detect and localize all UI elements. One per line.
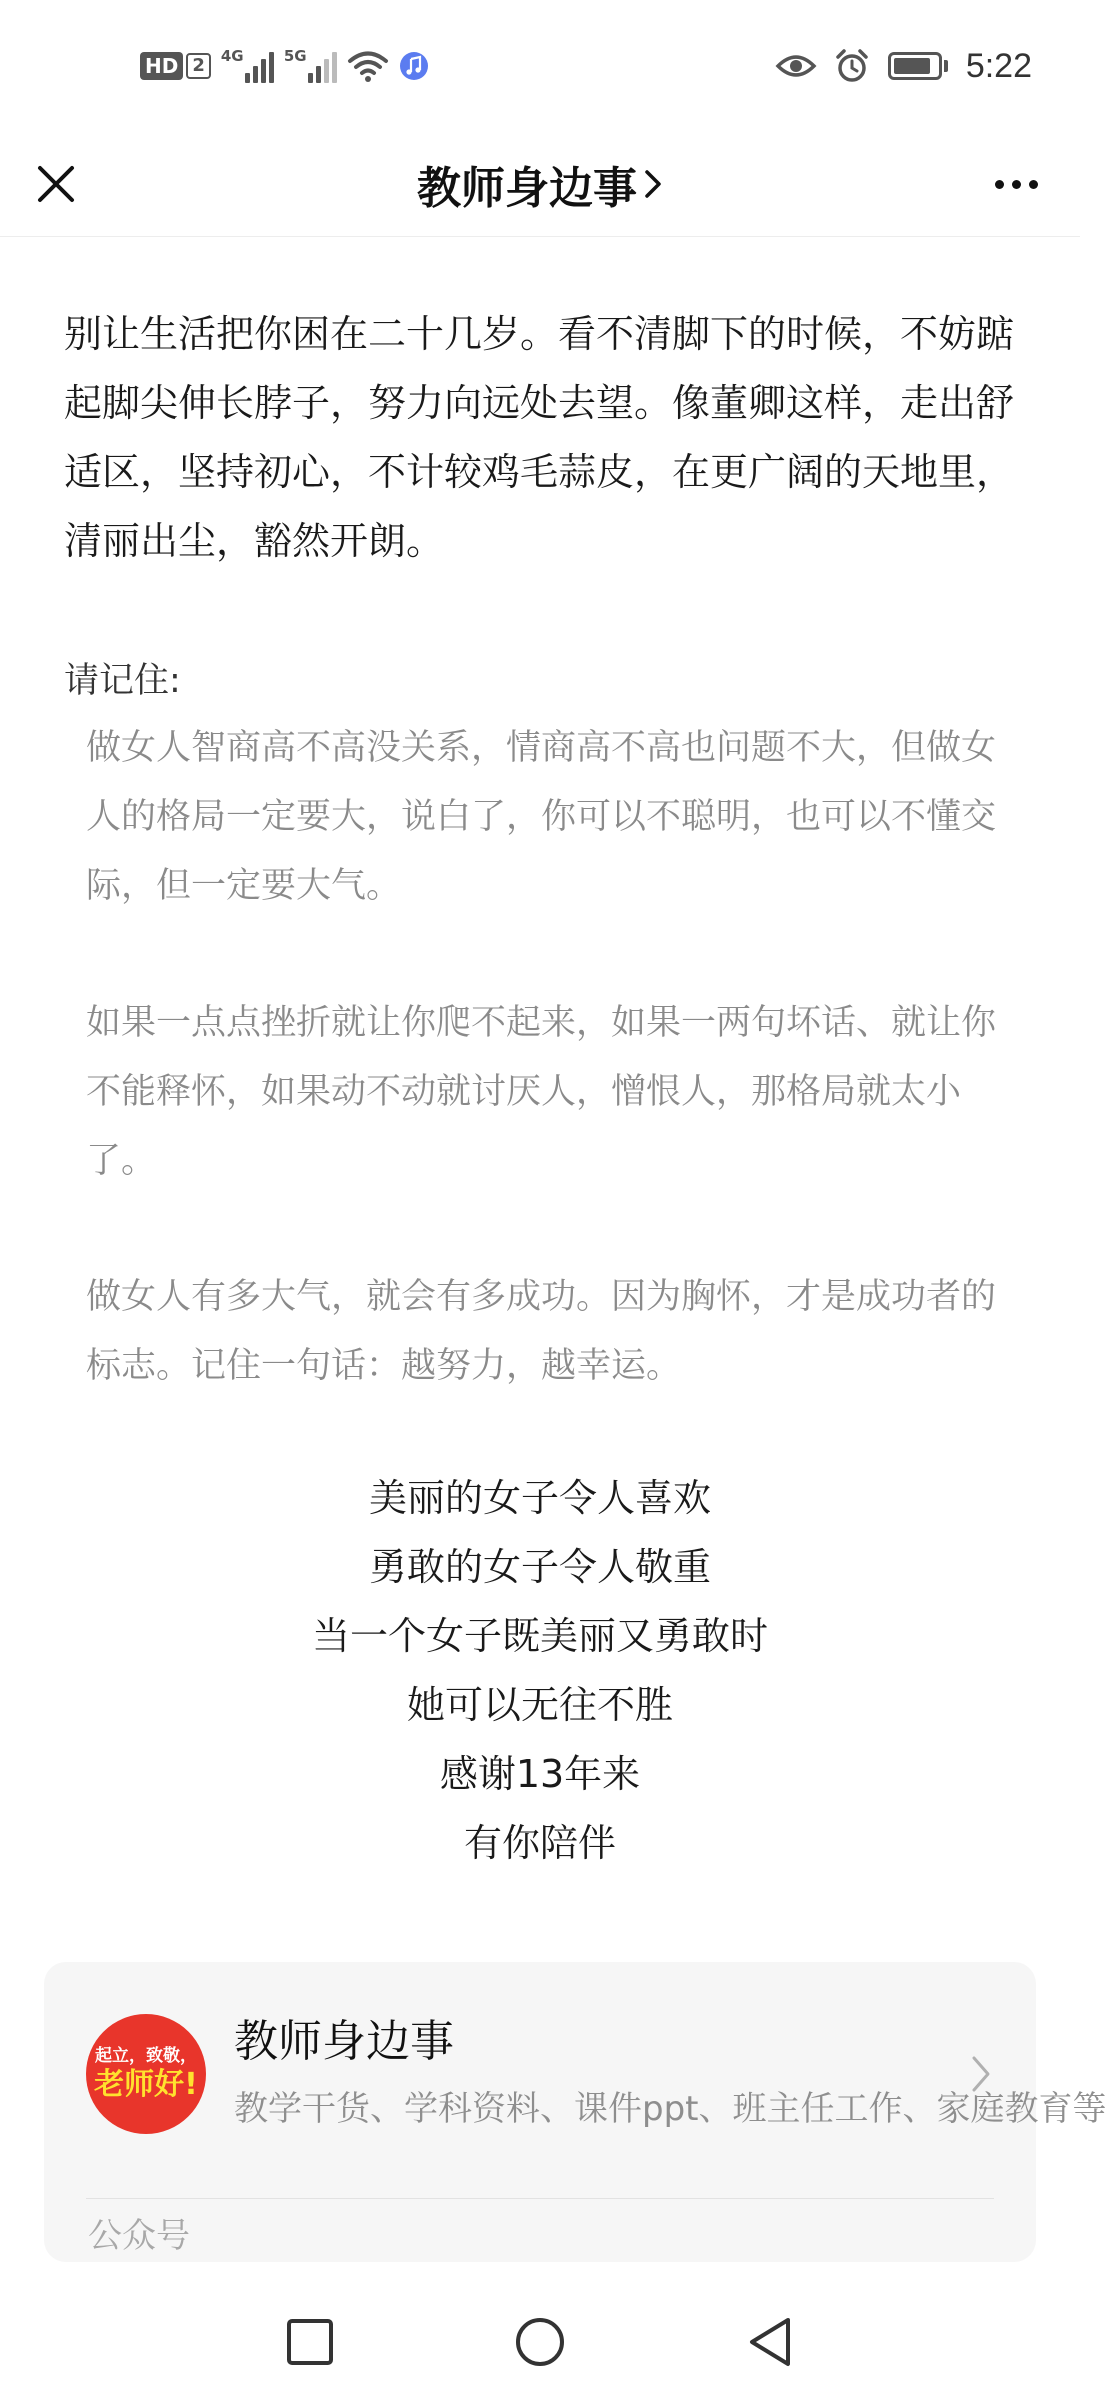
- quote-paragraph: 做女人有多大气，就会有多成功。因为胸怀，才是成功者的标志。记住一句话：越努力，越幸运。: [86, 1277, 997, 1386]
- alarm-icon: [834, 48, 870, 84]
- poem-block: [0, 1464, 1080, 1878]
- poem-line: 当一个女子既美丽又勇敢时: [311, 1614, 768, 1658]
- home-button[interactable]: [496, 2298, 584, 2386]
- account-type-label: 公众号: [88, 2216, 190, 2256]
- signal-5g-label: 5G: [283, 47, 307, 65]
- top-nav-bar: [0, 132, 1080, 237]
- close-icon: [36, 164, 76, 204]
- recent-apps-button[interactable]: [266, 2298, 354, 2386]
- poem-line: 勇敢的女子令人敬重: [368, 1545, 711, 1589]
- avatar-small-text: 起立，致敬，: [95, 2046, 197, 2066]
- title-chevron-right-icon[interactable]: [643, 169, 663, 199]
- more-dot-icon: [1029, 180, 1038, 189]
- wifi-icon: [347, 49, 389, 83]
- poem-line: 她可以无往不胜: [406, 1683, 673, 1727]
- signal-4g-icon: [221, 49, 274, 83]
- nav-title-group: [0, 132, 1080, 236]
- square-icon: [286, 2318, 334, 2366]
- more-dot-icon: [1012, 180, 1021, 189]
- quote-paragraph: 如果一点点挫折就让你爬不起来，如果一两句坏话、就让你不能释怀，如果动不动就讨厌人，憎恨人，那格局就太小了。: [86, 1003, 997, 1181]
- more-dot-icon: [995, 180, 1004, 189]
- battery-fill: [894, 58, 930, 74]
- status-left-icons: [140, 46, 429, 86]
- quote-paragraph: 做女人智商高不高没关系，情商高不高也问题不大，但做女人的格局一定要大，说白了，你可以不聪明，也可以不懂交际，但一定要大气。: [86, 728, 997, 906]
- back-button[interactable]: [726, 2298, 814, 2386]
- eye-icon: [776, 52, 816, 80]
- hd-sim-number: 2: [186, 53, 211, 79]
- signal-4g-label: 4G: [220, 47, 244, 65]
- status-time: 5:22: [965, 46, 1032, 85]
- poem-line: 有你陪伴: [463, 1821, 616, 1865]
- status-bar: [0, 0, 1080, 132]
- music-app-icon: [399, 51, 429, 81]
- battery-icon: [888, 52, 948, 80]
- circle-icon: [514, 2316, 566, 2368]
- account-avatar: [86, 2014, 206, 2134]
- system-navigation-bar: [0, 2284, 1080, 2400]
- signal-5g-icon: [284, 49, 337, 83]
- poem-line: 美丽的女子令人喜欢: [368, 1476, 711, 1520]
- more-options-button[interactable]: [980, 156, 1052, 212]
- chevron-right-icon: [970, 2054, 992, 2094]
- remember-label: 请记住:: [64, 661, 181, 701]
- status-right-icons: [776, 44, 1032, 88]
- article-lead-paragraph: 别让生活把你困在二十几岁。看不清脚下的时候，不妨踮起脚尖伸长脖子，努力向远处去望。像董卿这样，走出舒适区，坚持初心，不计较鸡毛蒜皮，在更广阔的天地里，清丽出尘，豁然开朗。: [64, 312, 1015, 563]
- hd-voice-icon: [140, 52, 211, 80]
- official-account-card[interactable]: [44, 1962, 1107, 2262]
- triangle-back-icon: [746, 2316, 794, 2368]
- close-button[interactable]: [28, 156, 84, 212]
- avatar-big-text: 老师好!: [94, 2067, 198, 2102]
- account-name: 教师身边事: [234, 2016, 454, 2067]
- account-description: 教学干货、学科资料、课件ppt、班主任工作、家庭教育等: [234, 2089, 1107, 2129]
- hd-label: HD: [140, 52, 183, 80]
- poem-line: 感谢13年来: [439, 1752, 641, 1796]
- card-divider: [86, 2198, 994, 2199]
- page-title[interactable]: 教师身边事: [417, 163, 637, 214]
